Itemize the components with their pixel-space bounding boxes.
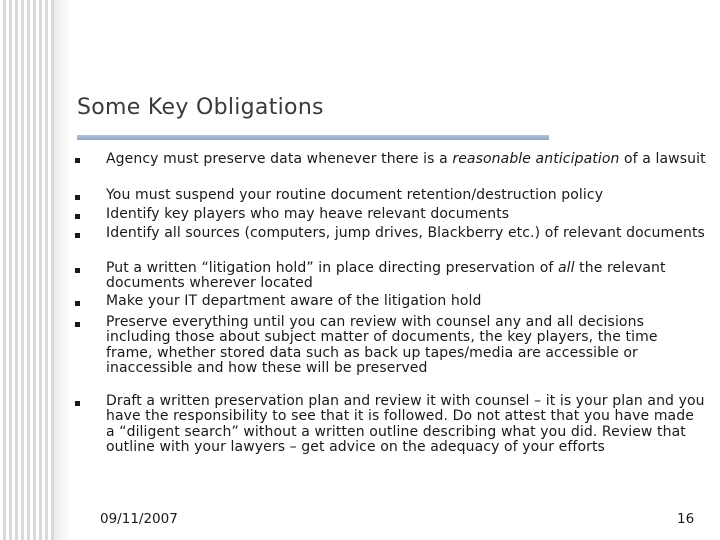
bullet-square-icon — [75, 233, 80, 238]
page-number: 16 — [677, 511, 695, 527]
footer-date: 09/11/2007 — [100, 511, 178, 527]
list-item: Preserve everything until you can review with counsel any and all decisions including those about subject matter of documents, the key players, the time frame, whether stored data such as back up tapes/media are accessible or inaccessible and how these will be preserved — [106, 314, 658, 376]
bullet-square-icon — [75, 401, 80, 406]
bullet-square-icon — [75, 195, 80, 200]
bullet-square-icon — [75, 214, 80, 219]
list-item: Agency must preserve data whenever there is a reasonable anticipation of a lawsuit — [106, 151, 706, 167]
bullet-square-icon — [75, 158, 80, 163]
list-item: Identify key players who may heave relevant documents — [106, 206, 510, 222]
bullet-square-icon — [75, 268, 80, 273]
bullet-square-icon — [75, 301, 80, 306]
title-underline — [77, 135, 549, 140]
list-item: Draft a written preservation plan and review it with counsel – it is your plan and you have the responsibility to see that it is followed. Do not attest that you have made a “diligent search” without a written outline describing what you did. Review that outline with your lawyers – get advice on the adequacy of your efforts — [106, 393, 705, 455]
list-item: Identify all sources (computers, jump drives, Blackberry etc.) of relevant documents — [106, 225, 705, 241]
decorative-stripes-fade — [54, 0, 70, 540]
bullet-square-icon — [75, 322, 80, 327]
slide-title: Some Key Obligations — [77, 95, 324, 120]
list-item: You must suspend your routine document retention/destruction policy — [106, 187, 604, 203]
decorative-stripes — [0, 0, 54, 540]
list-item: Make your IT department aware of the litigation hold — [106, 293, 482, 309]
list-item: Put a written “litigation hold” in place directing preservation of all the relevant documents wherever located — [106, 260, 666, 292]
